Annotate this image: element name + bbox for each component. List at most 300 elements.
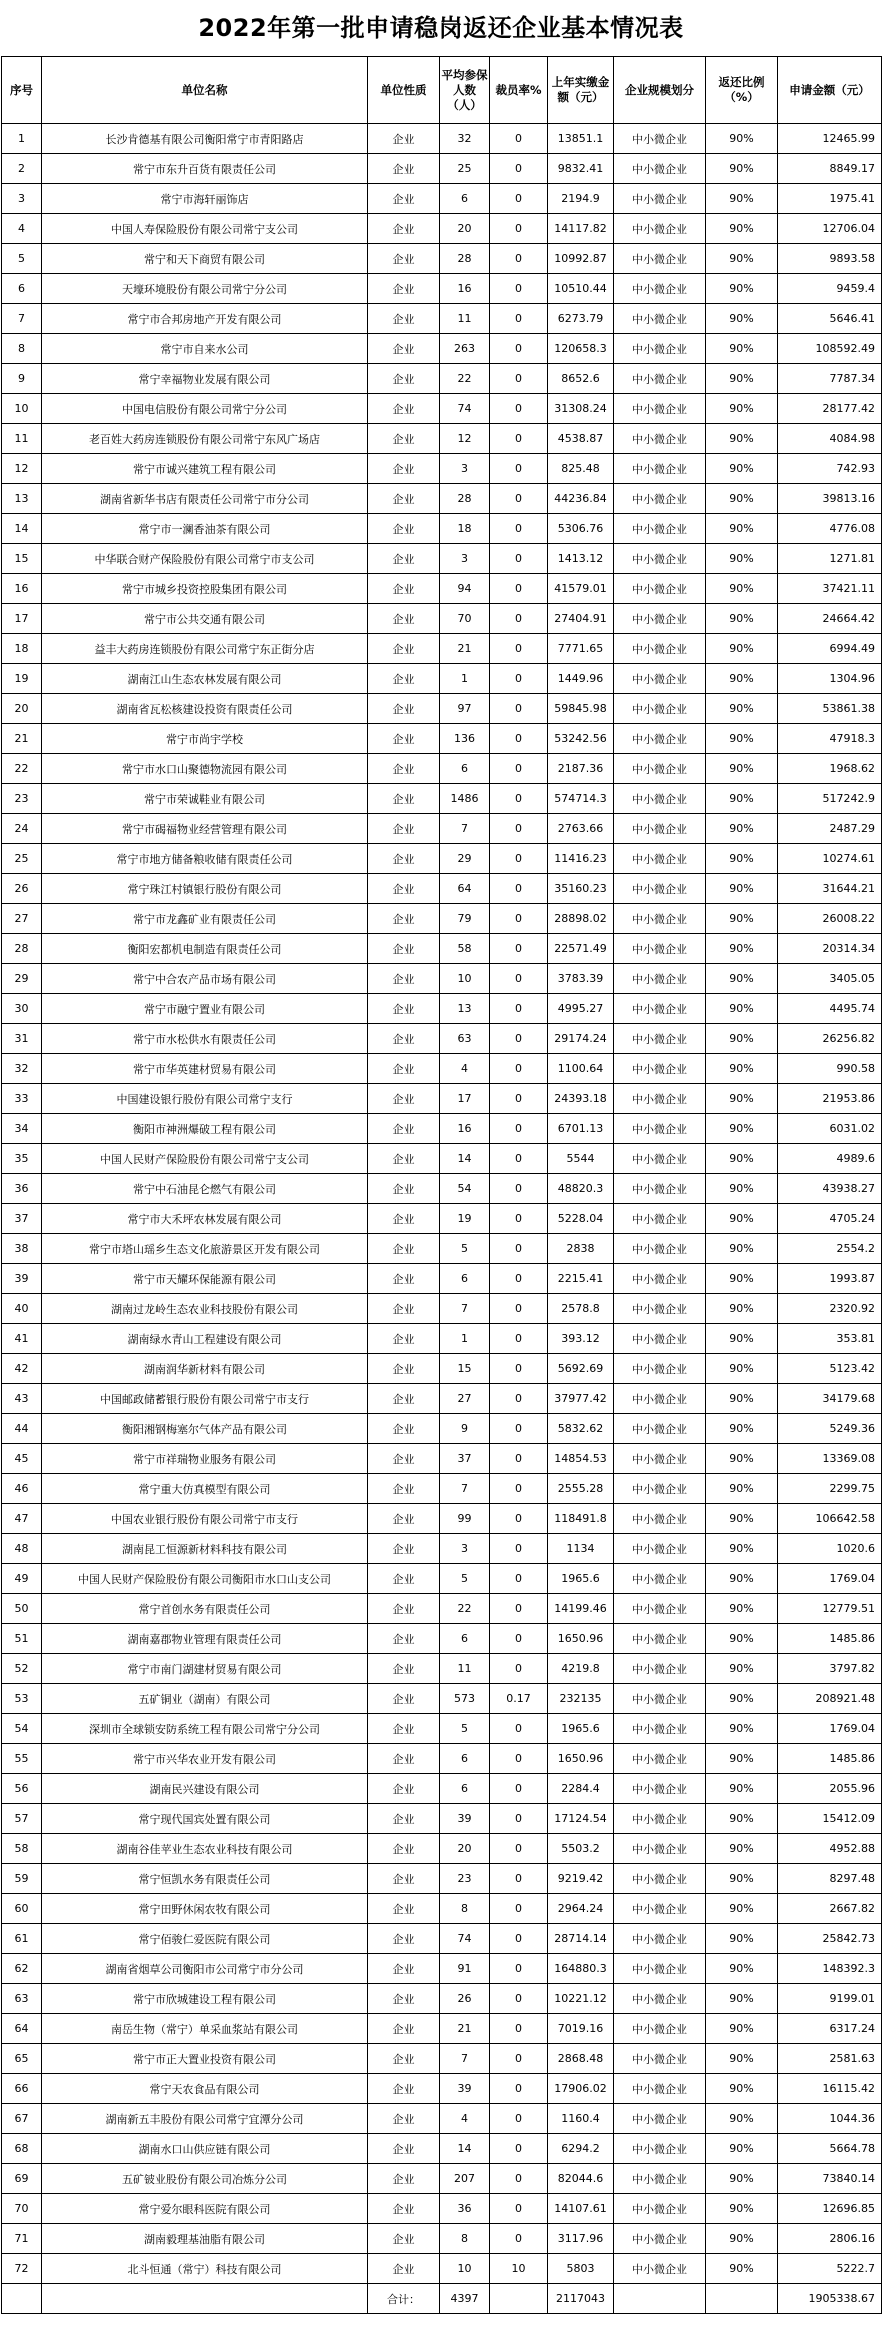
apply-cell: 6317.24: [778, 2014, 882, 2044]
ratio-cell: 90%: [706, 1264, 778, 1294]
nature-cell: 企业: [368, 964, 440, 994]
table-row: [2, 1234, 882, 1264]
ratio-cell: 90%: [706, 964, 778, 994]
name-cell: 五矿铜业（湖南）有限公司: [42, 1684, 368, 1714]
apply-cell: 1975.41: [778, 184, 882, 214]
scale-cell: 中小微企业: [614, 484, 706, 514]
apply-cell: 517242.9: [778, 784, 882, 814]
layoff-rate-cell: 0: [490, 1924, 548, 1954]
apply-cell: 2806.16: [778, 2224, 882, 2254]
total-employees: 4397: [440, 2284, 490, 2314]
apply-cell: 4952.88: [778, 1834, 882, 1864]
scale-cell: 中小微企业: [614, 1774, 706, 1804]
ratio-cell: 90%: [706, 2014, 778, 2044]
ratio-cell: 90%: [706, 2224, 778, 2254]
apply-cell: 24664.42: [778, 604, 882, 634]
employees-cell: 21: [440, 634, 490, 664]
seq-cell: 63: [2, 1984, 42, 2014]
name-cell: 常宁市尚宇学校: [42, 724, 368, 754]
layoff-rate-cell: 0: [490, 1384, 548, 1414]
seq-cell: 17: [2, 604, 42, 634]
paid-cell: 14199.46: [548, 1594, 614, 1624]
name-cell: 常宁田野休闲农牧有限公司: [42, 1894, 368, 1924]
ratio-cell: 90%: [706, 514, 778, 544]
name-cell: 老百姓大药房连锁股份有限公司常宁东风广场店: [42, 424, 368, 454]
name-cell: 常宁市诚兴建筑工程有限公司: [42, 454, 368, 484]
table-row: [2, 1054, 882, 1084]
layoff-rate-cell: 0: [490, 1204, 548, 1234]
seq-cell: 38: [2, 1234, 42, 1264]
seq-cell: 26: [2, 874, 42, 904]
table-row: [2, 2014, 882, 2044]
name-cell: 深圳市全球锁安防系统工程有限公司常宁分公司: [42, 1714, 368, 1744]
ratio-cell: 90%: [706, 724, 778, 754]
apply-cell: 3405.05: [778, 964, 882, 994]
scale-cell: 中小微企业: [614, 994, 706, 1024]
scale-cell: 中小微企业: [614, 574, 706, 604]
nature-cell: 企业: [368, 1174, 440, 1204]
employees-cell: 27: [440, 1384, 490, 1414]
table-row: [2, 754, 882, 784]
ratio-cell: 90%: [706, 1834, 778, 1864]
ratio-cell: 90%: [706, 874, 778, 904]
nature-cell: 企业: [368, 454, 440, 484]
enterprise-table: [1, 56, 882, 2314]
ratio-cell: 90%: [706, 484, 778, 514]
seq-cell: 42: [2, 1354, 42, 1384]
ratio-cell: 90%: [706, 124, 778, 154]
employees-cell: 54: [440, 1174, 490, 1204]
ratio-cell: 90%: [706, 1444, 778, 1474]
ratio-cell: 90%: [706, 1624, 778, 1654]
paid-cell: 1965.6: [548, 1564, 614, 1594]
ratio-cell: 90%: [706, 1234, 778, 1264]
scale-cell: 中小微企业: [614, 1984, 706, 2014]
layoff-rate-cell: 0: [490, 1084, 548, 1114]
table-row: [2, 1894, 882, 1924]
name-cell: 常宁市欣城建设工程有限公司: [42, 1984, 368, 2014]
ratio-cell: 90%: [706, 154, 778, 184]
apply-cell: 5123.42: [778, 1354, 882, 1384]
name-cell: 衡阳市神洲爆破工程有限公司: [42, 1114, 368, 1144]
employees-cell: 10: [440, 2254, 490, 2284]
scale-cell: 中小微企业: [614, 244, 706, 274]
employees-cell: 23: [440, 1864, 490, 1894]
apply-cell: 25842.73: [778, 1924, 882, 1954]
employees-cell: 6: [440, 1774, 490, 1804]
nature-cell: 企业: [368, 1954, 440, 1984]
apply-cell: 37421.11: [778, 574, 882, 604]
scale-cell: 中小微企业: [614, 844, 706, 874]
seq-cell: 69: [2, 2164, 42, 2194]
seq-cell: 2: [2, 154, 42, 184]
scale-cell: 中小微企业: [614, 1474, 706, 1504]
employees-cell: 28: [440, 484, 490, 514]
nature-cell: 企业: [368, 994, 440, 1024]
layoff-rate-cell: 0: [490, 994, 548, 1024]
layoff-rate-cell: 0: [490, 1264, 548, 1294]
ratio-cell: 90%: [706, 1804, 778, 1834]
nature-cell: 企业: [368, 1984, 440, 2014]
name-cell: 常宁市华英建材贸易有限公司: [42, 1054, 368, 1084]
nature-cell: 企业: [368, 1744, 440, 1774]
table-row: [2, 514, 882, 544]
apply-cell: 6994.49: [778, 634, 882, 664]
layoff-rate-cell: 0: [490, 1294, 548, 1324]
apply-cell: 12696.85: [778, 2194, 882, 2224]
layoff-rate-cell: 0: [490, 484, 548, 514]
seq-cell: 31: [2, 1024, 42, 1054]
table-row: [2, 814, 882, 844]
nature-cell: 企业: [368, 2104, 440, 2134]
ratio-cell: 90%: [706, 2164, 778, 2194]
scale-cell: 中小微企业: [614, 1384, 706, 1414]
nature-cell: 企业: [368, 1024, 440, 1054]
nature-cell: 企业: [368, 484, 440, 514]
scale-cell: 中小微企业: [614, 604, 706, 634]
seq-cell: 37: [2, 1204, 42, 1234]
paid-cell: 31308.24: [548, 394, 614, 424]
layoff-rate-cell: 0: [490, 304, 548, 334]
nature-cell: 企业: [368, 1144, 440, 1174]
seq-cell: 51: [2, 1624, 42, 1654]
table-row: [2, 2134, 882, 2164]
employees-cell: 99: [440, 1504, 490, 1534]
layoff-rate-cell: 0: [490, 1354, 548, 1384]
layoff-rate-cell: 0: [490, 2164, 548, 2194]
employees-cell: 20: [440, 1834, 490, 1864]
table-row: [2, 1324, 882, 1354]
nature-cell: 企业: [368, 1624, 440, 1654]
paid-cell: 5692.69: [548, 1354, 614, 1384]
ratio-cell: 90%: [706, 844, 778, 874]
name-cell: 长沙肯德基有限公司衡阳常宁市青阳路店: [42, 124, 368, 154]
table-row: [2, 364, 882, 394]
layoff-rate-cell: 0: [490, 244, 548, 274]
table-row: [2, 1924, 882, 1954]
apply-cell: 26008.22: [778, 904, 882, 934]
layoff-rate-cell: 0: [490, 1984, 548, 2014]
table-row: [2, 1774, 882, 1804]
seq-cell: 23: [2, 784, 42, 814]
layoff-rate-cell: 0: [490, 454, 548, 484]
nature-cell: 企业: [368, 934, 440, 964]
name-cell: 湖南民兴建设有限公司: [42, 1774, 368, 1804]
employees-cell: 5: [440, 1234, 490, 1264]
ratio-cell: 90%: [706, 1894, 778, 1924]
layoff-rate-cell: 0: [490, 784, 548, 814]
seq-cell: 5: [2, 244, 42, 274]
paid-cell: 5228.04: [548, 1204, 614, 1234]
table-row: [2, 1804, 882, 1834]
nature-cell: 企业: [368, 1474, 440, 1504]
employees-cell: 97: [440, 694, 490, 724]
nature-cell: 企业: [368, 2254, 440, 2284]
layoff-rate-cell: 0: [490, 964, 548, 994]
nature-cell: 企业: [368, 1444, 440, 1474]
ratio-cell: 90%: [706, 1354, 778, 1384]
employees-cell: 19: [440, 1204, 490, 1234]
ratio-cell: 90%: [706, 2194, 778, 2224]
ratio-cell: 90%: [706, 2104, 778, 2134]
layoff-rate-cell: 0: [490, 1714, 548, 1744]
seq-cell: 1: [2, 124, 42, 154]
name-cell: 衡阳宏都机电制造有限责任公司: [42, 934, 368, 964]
scale-cell: 中小微企业: [614, 1834, 706, 1864]
scale-cell: 中小微企业: [614, 514, 706, 544]
seq-cell: 15: [2, 544, 42, 574]
table-row: [2, 1684, 882, 1714]
apply-cell: 7787.34: [778, 364, 882, 394]
ratio-cell: 90%: [706, 2254, 778, 2284]
scale-cell: 中小微企业: [614, 2224, 706, 2254]
apply-cell: 4495.74: [778, 994, 882, 1024]
name-cell: 南岳生物（常宁）单采血浆站有限公司: [42, 2014, 368, 2044]
layoff-rate-cell: 0: [490, 2074, 548, 2104]
seq-cell: 66: [2, 2074, 42, 2104]
apply-cell: 2299.75: [778, 1474, 882, 1504]
nature-cell: 企业: [368, 1924, 440, 1954]
layoff-rate-cell: 0: [490, 2224, 548, 2254]
layoff-rate-cell: 0: [490, 1024, 548, 1054]
name-cell: 中国人民财产保险股份有限公司衡阳市水口山支公司: [42, 1564, 368, 1594]
table-row: [2, 214, 882, 244]
table-row: [2, 1564, 882, 1594]
layoff-rate-cell: 0: [490, 814, 548, 844]
table-row: [2, 844, 882, 874]
table-row: [2, 1444, 882, 1474]
name-cell: 中国电信股份有限公司常宁分公司: [42, 394, 368, 424]
paid-cell: 17124.54: [548, 1804, 614, 1834]
nature-cell: 企业: [368, 1684, 440, 1714]
nature-cell: 企业: [368, 2074, 440, 2104]
layoff-rate-cell: 0: [490, 274, 548, 304]
layoff-rate-cell: 0: [490, 154, 548, 184]
layoff-rate-cell: 0: [490, 2014, 548, 2044]
layoff-rate-cell: 0: [490, 1864, 548, 1894]
paid-cell: 3117.96: [548, 2224, 614, 2254]
scale-cell: 中小微企业: [614, 304, 706, 334]
nature-cell: 企业: [368, 154, 440, 184]
table-row: [2, 1174, 882, 1204]
nature-cell: 企业: [368, 844, 440, 874]
paid-cell: 4538.87: [548, 424, 614, 454]
seq-cell: 11: [2, 424, 42, 454]
name-cell: 常宁爱尔眼科医院有限公司: [42, 2194, 368, 2224]
apply-cell: 1968.62: [778, 754, 882, 784]
table-row: [2, 694, 882, 724]
name-cell: 常宁市南门湖建材贸易有限公司: [42, 1654, 368, 1684]
scale-cell: 中小微企业: [614, 364, 706, 394]
scale-cell: 中小微企业: [614, 1114, 706, 1144]
header-apply: 申请金额（元）: [778, 57, 882, 124]
paid-cell: 2215.41: [548, 1264, 614, 1294]
paid-cell: 2868.48: [548, 2044, 614, 2074]
nature-cell: 企业: [368, 874, 440, 904]
ratio-cell: 90%: [706, 1564, 778, 1594]
nature-cell: 企业: [368, 214, 440, 244]
nature-cell: 企业: [368, 424, 440, 454]
employees-cell: 6: [440, 1744, 490, 1774]
employees-cell: 3: [440, 544, 490, 574]
layoff-rate-cell: 0: [490, 1174, 548, 1204]
ratio-cell: 90%: [706, 1384, 778, 1414]
total-paid: 2117043: [548, 2284, 614, 2314]
table-row: [2, 874, 882, 904]
seq-cell: 19: [2, 664, 42, 694]
layoff-rate-cell: 0: [490, 1894, 548, 1924]
employees-cell: 14: [440, 1144, 490, 1174]
table-row: [2, 1834, 882, 1864]
ratio-cell: 90%: [706, 1924, 778, 1954]
paid-cell: 574714.3: [548, 784, 614, 814]
table-row: [2, 2074, 882, 2104]
scale-cell: 中小微企业: [614, 124, 706, 154]
apply-cell: 8849.17: [778, 154, 882, 184]
apply-cell: 53861.38: [778, 694, 882, 724]
paid-cell: 232135: [548, 1684, 614, 1714]
scale-cell: 中小微企业: [614, 1714, 706, 1744]
total-layoff-cell: [490, 2284, 548, 2314]
scale-cell: 中小微企业: [614, 1924, 706, 1954]
paid-cell: 4219.8: [548, 1654, 614, 1684]
apply-cell: 1304.96: [778, 664, 882, 694]
table-row: [2, 304, 882, 334]
apply-cell: 4084.98: [778, 424, 882, 454]
name-cell: 中国建设银行股份有限公司常宁支行: [42, 1084, 368, 1114]
apply-cell: 43938.27: [778, 1174, 882, 1204]
layoff-rate-cell: 0: [490, 754, 548, 784]
ratio-cell: 90%: [706, 604, 778, 634]
name-cell: 常宁市水松供水有限责任公司: [42, 1024, 368, 1054]
paid-cell: 2284.4: [548, 1774, 614, 1804]
paid-cell: 3783.39: [548, 964, 614, 994]
apply-cell: 2055.96: [778, 1774, 882, 1804]
nature-cell: 企业: [368, 544, 440, 574]
layoff-rate-cell: 0: [490, 664, 548, 694]
ratio-cell: 90%: [706, 1774, 778, 1804]
ratio-cell: 90%: [706, 784, 778, 814]
nature-cell: 企业: [368, 1714, 440, 1744]
apply-cell: 208921.48: [778, 1684, 882, 1714]
table-row: [2, 1114, 882, 1144]
ratio-cell: 90%: [706, 1504, 778, 1534]
seq-cell: 41: [2, 1324, 42, 1354]
table-row: [2, 1294, 882, 1324]
table-row: [2, 124, 882, 154]
apply-cell: 4776.08: [778, 514, 882, 544]
paid-cell: 27404.91: [548, 604, 614, 634]
apply-cell: 13369.08: [778, 1444, 882, 1474]
name-cell: 常宁中石油昆仑燃气有限公司: [42, 1174, 368, 1204]
seq-cell: 32: [2, 1054, 42, 1084]
ratio-cell: 90%: [706, 1684, 778, 1714]
scale-cell: 中小微企业: [614, 2254, 706, 2284]
header-employees: 平均参保人数（人）: [440, 57, 490, 124]
seq-cell: 71: [2, 2224, 42, 2254]
employees-cell: 21: [440, 2014, 490, 2044]
paid-cell: 14854.53: [548, 1444, 614, 1474]
employees-cell: 29: [440, 844, 490, 874]
employees-cell: 74: [440, 1924, 490, 1954]
apply-cell: 1020.6: [778, 1534, 882, 1564]
name-cell: 常宁市公共交通有限公司: [42, 604, 368, 634]
ratio-cell: 90%: [706, 1654, 778, 1684]
paid-cell: 6273.79: [548, 304, 614, 334]
employees-cell: 16: [440, 1114, 490, 1144]
scale-cell: 中小微企业: [614, 2194, 706, 2224]
scale-cell: 中小微企业: [614, 1264, 706, 1294]
layoff-rate-cell: 0: [490, 844, 548, 874]
employees-cell: 4: [440, 2104, 490, 2134]
scale-cell: 中小微企业: [614, 934, 706, 964]
employees-cell: 64: [440, 874, 490, 904]
scale-cell: 中小微企业: [614, 1234, 706, 1264]
apply-cell: 10274.61: [778, 844, 882, 874]
paid-cell: 9832.41: [548, 154, 614, 184]
nature-cell: 企业: [368, 1864, 440, 1894]
employees-cell: 12: [440, 424, 490, 454]
employees-cell: 28: [440, 244, 490, 274]
employees-cell: 20: [440, 214, 490, 244]
nature-cell: 企业: [368, 2164, 440, 2194]
layoff-rate-cell: 0: [490, 694, 548, 724]
paid-cell: 17906.02: [548, 2074, 614, 2104]
scale-cell: 中小微企业: [614, 154, 706, 184]
table-row: [2, 964, 882, 994]
table-row: [2, 574, 882, 604]
scale-cell: 中小微企业: [614, 904, 706, 934]
name-cell: 湖南省瓦松核建设投资有限责任公司: [42, 694, 368, 724]
apply-cell: 9199.01: [778, 1984, 882, 2014]
scale-cell: 中小微企业: [614, 1744, 706, 1774]
scale-cell: 中小微企业: [614, 1534, 706, 1564]
scale-cell: 中小微企业: [614, 1444, 706, 1474]
employees-cell: 1: [440, 664, 490, 694]
nature-cell: 企业: [368, 664, 440, 694]
seq-cell: 52: [2, 1654, 42, 1684]
layoff-rate-cell: 0: [490, 124, 548, 154]
seq-cell: 58: [2, 1834, 42, 1864]
total-ratio-cell: [706, 2284, 778, 2314]
paid-cell: 10510.44: [548, 274, 614, 304]
employees-cell: 39: [440, 1804, 490, 1834]
ratio-cell: 90%: [706, 1534, 778, 1564]
nature-cell: 企业: [368, 1534, 440, 1564]
ratio-cell: 90%: [706, 364, 778, 394]
table-row: [2, 1624, 882, 1654]
nature-cell: 企业: [368, 724, 440, 754]
employees-cell: 16: [440, 274, 490, 304]
employees-cell: 263: [440, 334, 490, 364]
seq-cell: 59: [2, 1864, 42, 1894]
apply-cell: 47918.3: [778, 724, 882, 754]
nature-cell: 企业: [368, 1384, 440, 1414]
employees-cell: 13: [440, 994, 490, 1024]
employees-cell: 7: [440, 2044, 490, 2074]
paid-cell: 44236.84: [548, 484, 614, 514]
layoff-rate-cell: 0: [490, 904, 548, 934]
paid-cell: 2555.28: [548, 1474, 614, 1504]
ratio-cell: 90%: [706, 634, 778, 664]
scale-cell: 中小微企业: [614, 1894, 706, 1924]
paid-cell: 2964.24: [548, 1894, 614, 1924]
seq-cell: 10: [2, 394, 42, 424]
ratio-cell: 90%: [706, 1324, 778, 1354]
ratio-cell: 90%: [706, 1294, 778, 1324]
layoff-rate-cell: 0: [490, 604, 548, 634]
paid-cell: 7771.65: [548, 634, 614, 664]
